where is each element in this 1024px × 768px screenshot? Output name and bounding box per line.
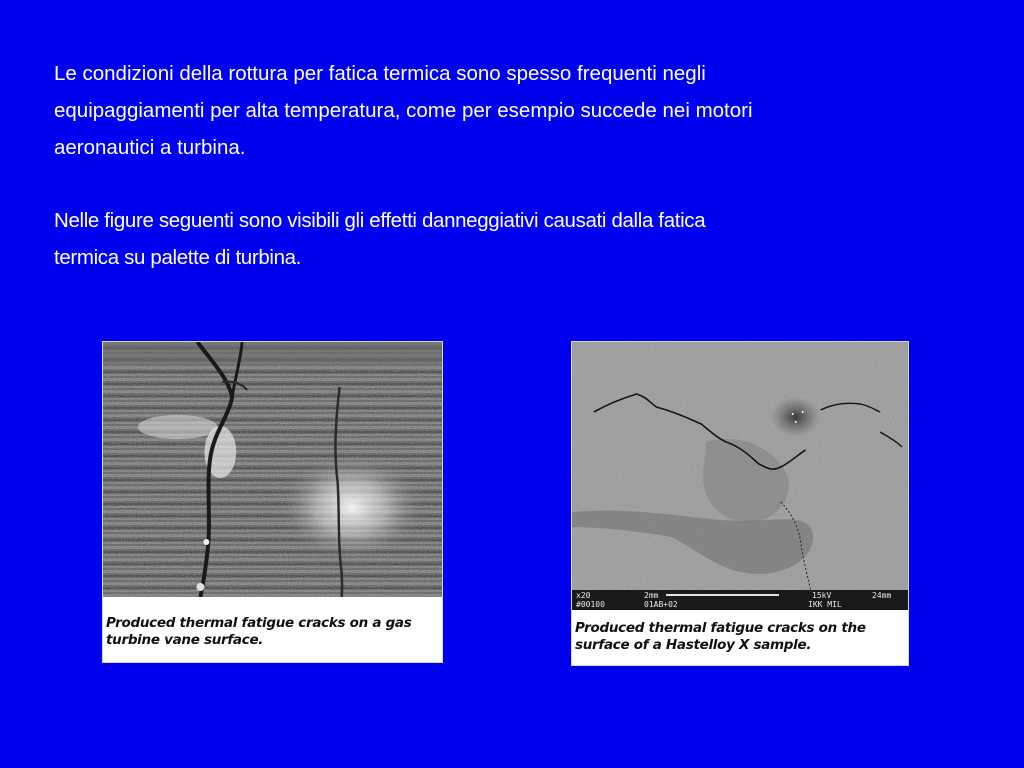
sem-code-label: 01AB+02: [644, 600, 678, 609]
paragraph-line: termica su palette di turbina.: [54, 246, 302, 269]
sem-scale-bar: [572, 590, 908, 610]
working-distance-label: 24mm: [872, 591, 892, 600]
caption-line: turbine vane surface.: [106, 632, 264, 648]
paragraph-line: Nelle figure seguenti sono visibili gli effetti danneggiativi causati dalla fatica: [54, 209, 706, 232]
scale-line: [666, 594, 779, 596]
figure-turbine-vane: [102, 341, 443, 663]
figure-caption: [575, 620, 904, 654]
figure-caption: [106, 615, 438, 649]
caption-line: surface of a Hastelloy X sample.: [575, 637, 812, 653]
figures-intro-paragraph: [54, 202, 974, 276]
figure-hastelloy-sample: [571, 341, 909, 666]
scale-length-label: 2mm: [644, 591, 659, 600]
turbine-vane-crack-photo: [103, 342, 442, 597]
caption-line: Produced thermal fatigue cracks on the: [575, 620, 866, 636]
paragraph-line: Le condizioni della rottura per fatica termica sono spesso frequenti negli: [54, 62, 706, 85]
paragraph-line: aeronautici a turbina.: [54, 136, 246, 159]
voltage-label: 15kV: [812, 591, 832, 600]
magnification-label: x20: [576, 591, 591, 600]
sem-micrograph-photo: [572, 342, 908, 590]
sem-id-label: #00100: [576, 600, 605, 609]
caption-line: Produced thermal fatigue cracks on a gas: [106, 615, 412, 631]
paragraph-line: equipaggiamenti per alta temperatura, come per esempio succede nei motori: [54, 99, 753, 122]
sem-operator-label: IKK MIL: [808, 600, 842, 609]
intro-paragraph: [54, 55, 974, 166]
